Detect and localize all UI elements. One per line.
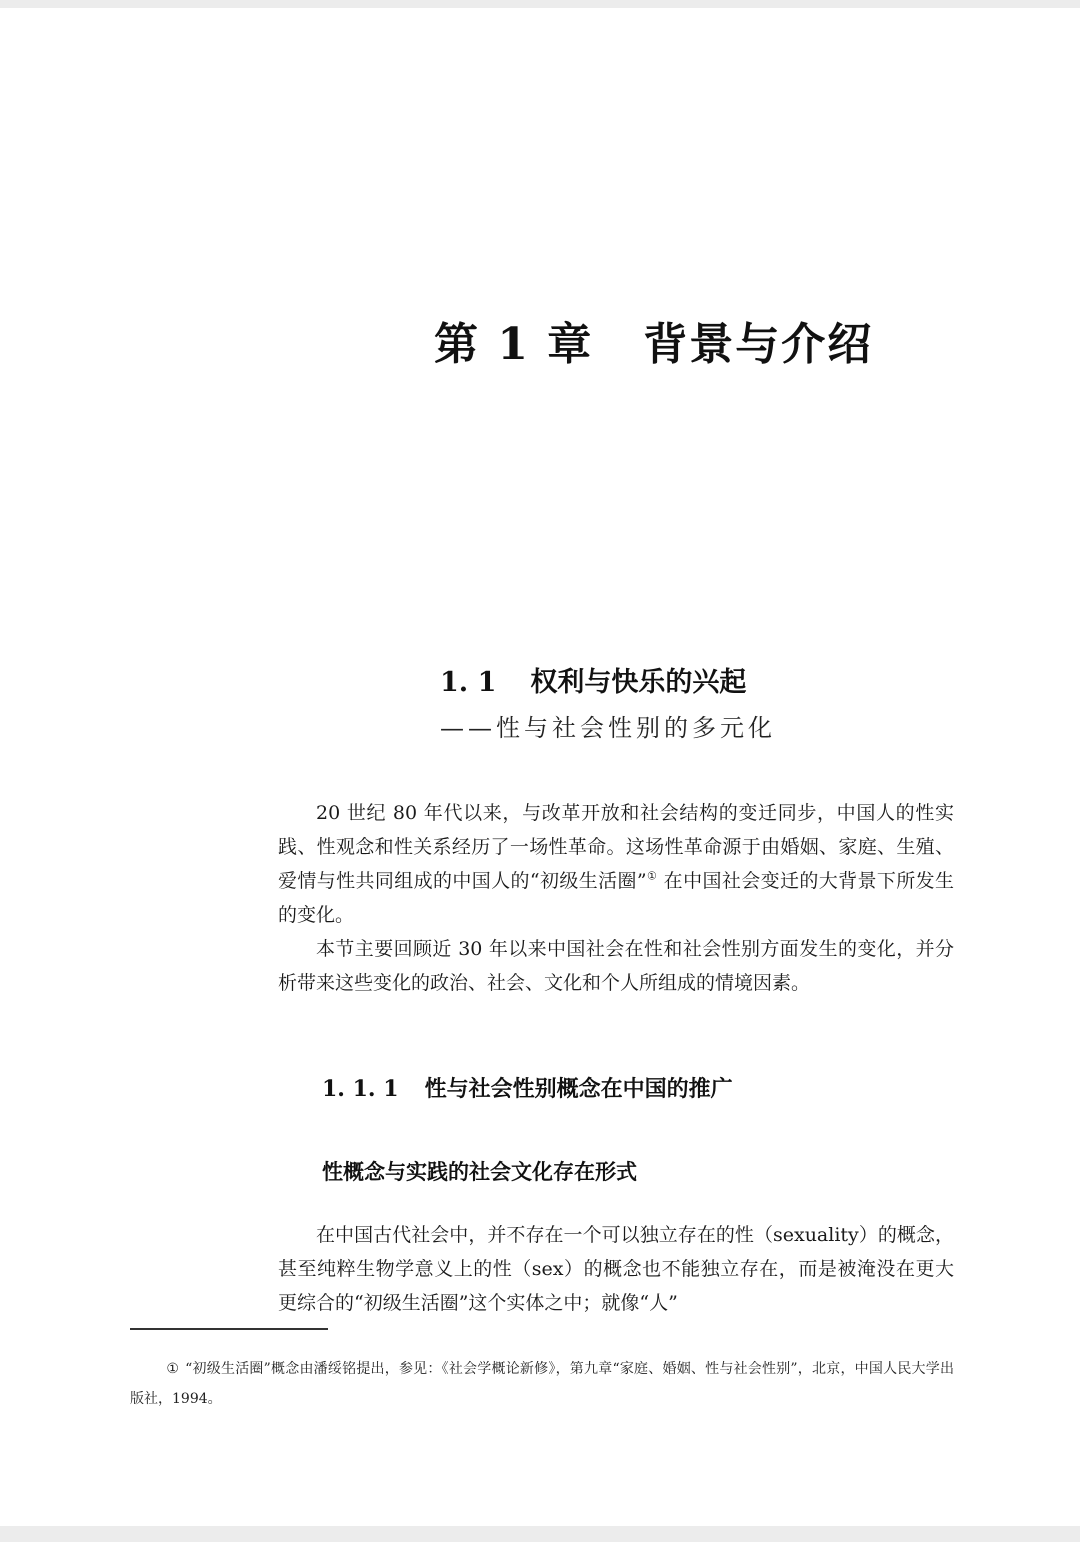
paragraph-1 — [278, 796, 954, 932]
chapter-name: 背景与介绍 — [643, 319, 874, 370]
paragraph-2: 本节主要回顾近 30 年以来中国社会在性和社会性别方面发生的变化，并分析带来这些变化的政治、社会、文化和个人所组成的情境因素。 — [278, 938, 954, 994]
intro-text — [278, 796, 954, 1000]
body-text — [278, 1218, 954, 1320]
section-number: 1. 1 — [440, 667, 497, 698]
paragraph-3: 在中国古代社会中，并不存在一个可以独立存在的性（sexuality）的概念，甚至纯粹生物学意义上的性（sex）的概念也不能独立存在，而是被淹没在更大更综合的“初级生活圈”这个实体之中；就像“人” — [278, 1224, 954, 1314]
footnote — [130, 1354, 954, 1414]
footnote-text: “初级生活圈”概念由潘绥铭提出，参见：《社会学概论新修》，第九章“家庭、婚姻、性与社会性别”，北京，中国人民大学出版社，1994。 — [130, 1361, 954, 1407]
footnote-divider — [130, 1328, 328, 1330]
document-page — [0, 8, 1080, 1526]
footnote-mark: ① — [166, 1361, 180, 1377]
chapter-number: 第 1 章 — [434, 319, 594, 370]
section-subtitle: ——性与社会性别的多元化 — [440, 714, 776, 742]
section-heading — [440, 660, 746, 699]
subsection-number: 1. 1. 1 — [322, 1076, 399, 1102]
footnote-reference: ① — [646, 869, 658, 883]
chapter-title — [434, 308, 873, 372]
paragraph-1-text: 20 世纪 80 年代以来，与改革开放和社会结构的变迁同步，中国人的性实践、性观念和性关系经历了一场性革命。这场性革命源于由婚姻、家庭、生殖、爱情与性共同组成的中国人的“初级生活圈” — [278, 802, 954, 892]
subsection-title: 性与社会性别概念在中国的推广 — [424, 1076, 733, 1102]
minor-heading: 性概念与实践的社会文化存在形式 — [322, 1159, 637, 1184]
subsection-heading — [322, 1072, 733, 1103]
paragraph-1-text-end: 在中国社会变迁的大背景下所发生的变化。 — [278, 870, 954, 926]
section-title: 权利与快乐的兴起 — [530, 667, 747, 698]
